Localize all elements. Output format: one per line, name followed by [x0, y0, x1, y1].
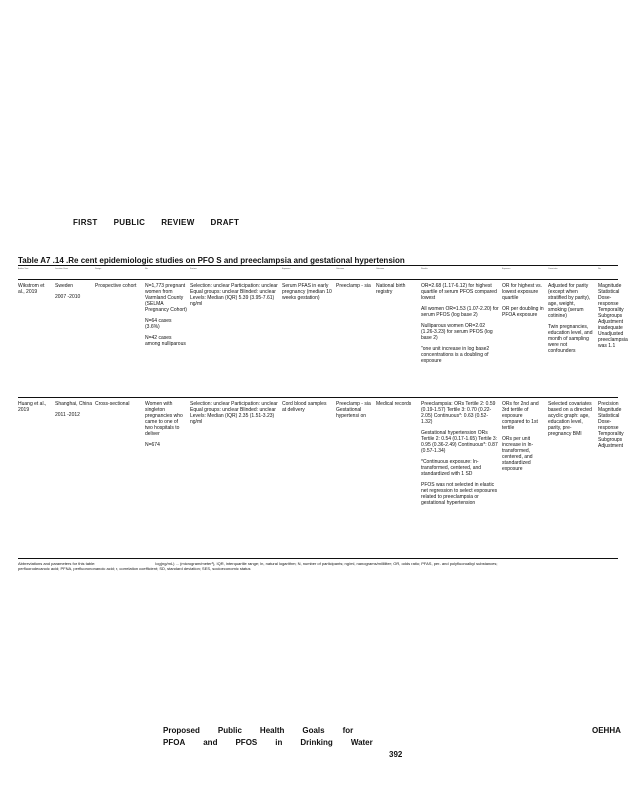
footnote-text: log(ng/mL) ... (microgram/meter³), IQR, interquartile range; ln, natural logarithm; N, number of participants; ng/ml, nanograms/milliliter; OR, odds ratio; PFAS, per- and polyfluoroalkyl substances; — [155, 561, 498, 566]
header-cell: Outcome — [336, 268, 345, 270]
years-text: 2011 -2012 — [55, 412, 80, 418]
n-text: Women with singleton pregnancies who came to one of two hospitals to deliver — [145, 401, 183, 437]
location-cell — [55, 283, 93, 305]
design-cell: Cross-sectional — [95, 401, 130, 407]
contrast-text: ORs per unit increase in ln-transformed, centered, and standardized exposure — [502, 436, 534, 472]
footer-word: and — [203, 738, 218, 747]
n-cell — [145, 283, 187, 352]
footer-word: in — [275, 738, 283, 747]
footer-word: Goals — [302, 726, 325, 735]
years-text: 2007 -2010 — [55, 294, 81, 300]
contrast-text: OR for highest vs. lowest exposure quartile — [502, 283, 543, 301]
notes-cell: Magnitude Statistical Dose-response Temporality Subgroups Adjustment inadequate Unadjusted preeclampsia was 1.1 — [598, 283, 628, 349]
result-text: OR=2.68 (1.17-6.12) for highest quartile of serum PFOS compared lowest — [421, 283, 497, 301]
factors-cell: Selection: unclear Participation: unclear Equal groups: unclear Blinded: unclear Levels: Median (IQR) 2.35 (1.51-3.23) ng/ml — [190, 401, 278, 425]
outcome-cell: Preeclamp - sia — [336, 283, 371, 289]
banner-word: FIRST — [73, 218, 98, 227]
table-footnote — [18, 561, 618, 571]
footnote-text: perfluorodecanoic acid; PFNA, perfluorononanoic acid; r, correlation coefficient; SD, standard deviation; SES, socioeconomic status — [18, 566, 251, 571]
result-text: *Continuous exposure: ln-transformed, centered, and standardized with 1 SD — [421, 459, 482, 477]
result-text: "one unit increase in log base2 concentrations is a doubling of exposure — [421, 346, 490, 364]
author-cell: Huang et al., 2019 — [18, 401, 47, 413]
covariate-text: Twin pregnancies, education level, and month of sampling were not confounders — [548, 324, 593, 354]
header-cell: Location Years — [55, 268, 69, 270]
header-cell: Factors — [190, 268, 197, 270]
footer-word: PFOS — [235, 738, 258, 747]
header-cell: Results — [421, 268, 428, 270]
exposure-contrast-cell — [502, 401, 544, 477]
location-text: Shanghai, China — [55, 401, 92, 407]
results-cell — [421, 401, 499, 511]
table-top-rule — [18, 265, 618, 266]
exposure-cell: Cord blood samples at delivery — [282, 401, 327, 413]
page-number: 392 — [389, 750, 403, 759]
covariates-cell — [548, 401, 594, 442]
result-text: Preeclampsia: ORs Tertile 2: 0.59 (0.19-1.57) Tertile 3: 0.70 (0.22-2.05) Continuous*: 0.63 (0.52-1.32) — [421, 401, 496, 425]
header-cell: Exposure — [502, 268, 511, 270]
result-text: Gestational hypertension ORs Tertile 2: 0.54 (0.17-1.65) Tertile 3: 0.95 (0.36-2.49) Continuous*: 0.87 (0.57-1.34) — [421, 430, 498, 454]
ascertainment-cell: Medical records — [376, 401, 412, 407]
contrast-text: OR per doubling in PFOA exposure — [502, 306, 544, 318]
notes-cell: Precision Magnitude Statistical Dose-response Temporality Subgroups Adjustment — [598, 401, 624, 449]
draft-banner — [73, 218, 255, 227]
header-cell: No. — [145, 268, 149, 270]
footer-word: Public — [217, 726, 242, 735]
results-cell — [421, 283, 499, 369]
covariates-cell — [548, 283, 594, 359]
covariate-text: Adjusted for parity (except when stratified by parity), age, weight, smoking (serum cotinine) — [548, 283, 591, 319]
footer-word: Proposed — [163, 726, 200, 735]
n-text: N=42 cases among nulliparous — [145, 335, 186, 347]
n-text: N=1,773 pregnant women from Varmland County (SELMA Pregnancy Cohort) — [145, 283, 187, 313]
location-cell — [55, 401, 93, 423]
table-bottom-rule — [18, 558, 618, 559]
location-text: Sweden — [55, 283, 74, 289]
outcome-cell: Preeclamp - sia Gestational hypertensi on — [336, 401, 371, 419]
table-caption: Table A7 .14 .Re cent epidemiologic studies on PFO S and preeclampsia and gestational hypertension — [18, 256, 405, 265]
design-cell: Prospective cohort — [95, 283, 137, 289]
footnote-title: Abbreviations and parameters for this table: — [18, 561, 96, 566]
footer-word: for — [342, 726, 354, 735]
footer-word: Drinking — [300, 738, 333, 747]
header-bottom-rule — [18, 279, 618, 280]
header-cell: No. — [598, 268, 602, 270]
author-cell: Wikstrom et al., 2019 — [18, 283, 45, 295]
n-text: N=64 cases (3.6%) — [145, 318, 172, 330]
footer-title-line — [163, 726, 371, 735]
result-text: PFOS was not selected in elastic net regression to select exposures related to preeclampsia or gestational hypertension — [421, 482, 498, 506]
header-cell: Author Year — [18, 268, 29, 270]
header-cell: Exposure — [282, 268, 291, 270]
footer-word: Health — [259, 726, 285, 735]
agency-name: OEHHA — [592, 726, 621, 735]
factors-cell: Selection: unclear Participation: unclear Equal groups: unclear Blinded: unclear Levels: Median (IQR) 5.39 (3.95-7.61) ng/ml — [190, 283, 278, 307]
header-cell: Covariates — [548, 268, 558, 270]
banner-word: DRAFT — [210, 218, 240, 227]
row-separator — [18, 397, 618, 398]
n-text: N=674 — [145, 442, 160, 448]
footer-word: PFOA — [163, 738, 186, 747]
header-cell: Outcome — [376, 268, 385, 270]
covariate-text: Selected covariates based on a directed acyclic graph: age, education level, parity, pre-pregnancy BMI — [548, 401, 592, 437]
result-text: All women OR=1.53 (1.07-2.20) for serum PFOS (log base 2) — [421, 306, 499, 318]
footer-word: Water — [350, 738, 373, 747]
banner-word: PUBLIC — [113, 218, 146, 227]
banner-word: REVIEW — [161, 218, 195, 227]
footer-title-line — [163, 738, 391, 747]
exposure-contrast-cell — [502, 283, 544, 323]
header-cell: Design — [95, 268, 102, 270]
ascertainment-cell: National birth registry — [376, 283, 406, 295]
result-text: Nulliparous women OR=2.02 (1.26-3.23) for serum PFOS (log base 2) — [421, 323, 493, 341]
n-cell — [145, 401, 187, 453]
contrast-text: ORs for 2nd and 3rd tertile of exposure compared to 1st tertile — [502, 401, 539, 431]
exposure-cell: Serum PFAS in early pregnancy (median 10 weeks gestation) — [282, 283, 332, 301]
